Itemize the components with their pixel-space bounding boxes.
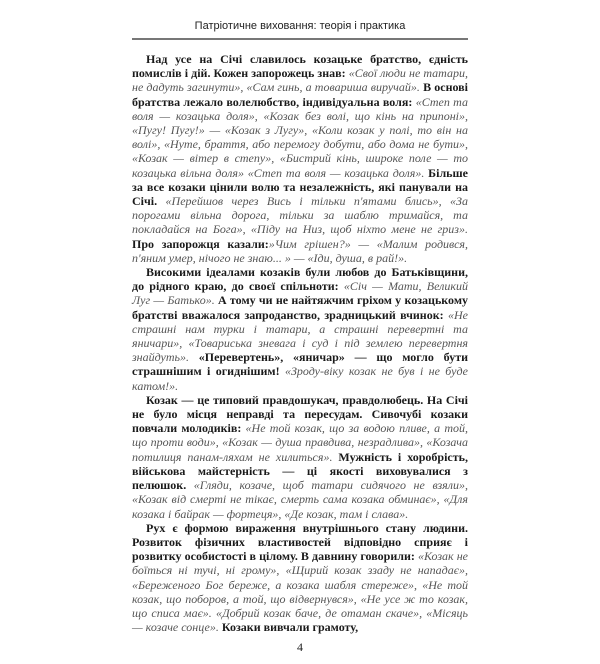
page bbox=[132, 0, 468, 664]
body-text: «Перевертень», «яничар» — що могло бути страшнішим і огиднішим! bbox=[132, 350, 468, 379]
paragraph bbox=[132, 521, 468, 635]
paragraph bbox=[132, 52, 468, 265]
body-text: А тому чи не найтяжчим гріхом у козацькому братстві вважалося запроданство, зрадницький вчинок: bbox=[132, 293, 468, 322]
page-number: 4 bbox=[297, 640, 303, 655]
quoted-proverb: «Гляди, козаче, щоб татари сидячого не взяли», «Козак від смерті не тікає, смерть сама козака обминає», «Для козака і байрак — фортеця», «Де козак, там і слава». bbox=[132, 478, 468, 521]
quoted-proverb: «Зроду-віку козак не був і не буде катом!». bbox=[132, 364, 469, 393]
quoted-proverb: «Не страшні нам турки і татари, а страшні перевертні та яничари», «Товариська зневага і суд і під землею перевертня знайдуть». bbox=[132, 307, 468, 365]
quoted-proverb: »Чим грішен?» — «Малим родився, п'яним умер, нічого не знаю... » — «Іди, душа, в рай!». bbox=[132, 236, 468, 265]
quoted-proverb: «Перейшов через Вись і тільки п'ятами блись», «За порогами вільна дорога, тільки за шаблю тримайся, та покладайся на Бога», «Піду на Низ, щоб ніхто мене не гриз». bbox=[132, 194, 468, 237]
body-text: Мужність і хоробрість, військова майстерність — ці якості виховувалися з пелюшок. bbox=[132, 449, 468, 493]
body-text: Високими ідеалами козаків були любов до Батьківщини, до рідного краю, до своєї спільноти: bbox=[132, 265, 468, 294]
body-text: В основі братства лежало волелюбство, індивідуальна воля: bbox=[132, 80, 468, 109]
running-header: Патріотичне виховання: теорія і практика bbox=[194, 20, 406, 32]
body-text: Козаки вивчали грамоту, bbox=[218, 620, 359, 635]
quoted-proverb: «Свої люди не татари, не дадуть загинути», «Сам гинь, а товариша виручай». bbox=[132, 66, 468, 95]
page-body bbox=[132, 52, 468, 634]
quoted-proverb: «Козак не боїться ні тучі, ні грому», «Щирий козак ззаду не нападає», «Береженого Бог береже, а козака шабля стереже», «Не той козак, що поборов, а той, що відвернувся», «Не усе ж то козак, що списа має». «Добрий козак баче, де отаман скаче», «Місяць — козаче сонце». bbox=[132, 549, 468, 635]
quoted-proverb: «Не той козак, що за водою пливе, а той, що проти води», «Козак — душа правдива, незрадлива», «Козача потилиця панам-ляхам не хилиться». bbox=[132, 421, 468, 464]
header-rule bbox=[132, 38, 468, 40]
body-text: Про запорожця казали: bbox=[132, 236, 269, 251]
quoted-proverb: «Степ та воля — козацька доля», «Козак без волі, що кінь на припоні», «Пугу! Пугу!» — «Козак з Лугу», «Коли козак у полі, то він на волі», «Нуте, браття, або перемогу добути, або дома не бути», «Козак — вітер в степу», «Бистрий кінь, широке поле — то козацька вільна доля» «Степ та воля — козацька доля». bbox=[132, 94, 468, 180]
body-text: Рух є формою вираження внутрішнього стану людини. Розвиток фізичних властивостей відповідно сприяє і розвитку особистості в цілому. В давнину говорили: bbox=[132, 520, 468, 564]
body-text: Більше за все козаки цінили волю та незалежність, які панували на Січі. bbox=[132, 165, 468, 209]
body-text: Козак — це типовий правдошукач, правдолюбець. На Січі не було місця неправді та пересудам. Сивочубі козаки повчали молодиків: bbox=[132, 392, 468, 436]
paragraph bbox=[132, 393, 468, 521]
body-text: Над усе на Січі славилось козацьке братство, єдність помислів і дій. Кожен запорожець знав: bbox=[132, 52, 468, 81]
paragraph bbox=[132, 265, 468, 393]
quoted-proverb: «Січ — Мати, Великий Луг — Батько». bbox=[132, 279, 468, 308]
